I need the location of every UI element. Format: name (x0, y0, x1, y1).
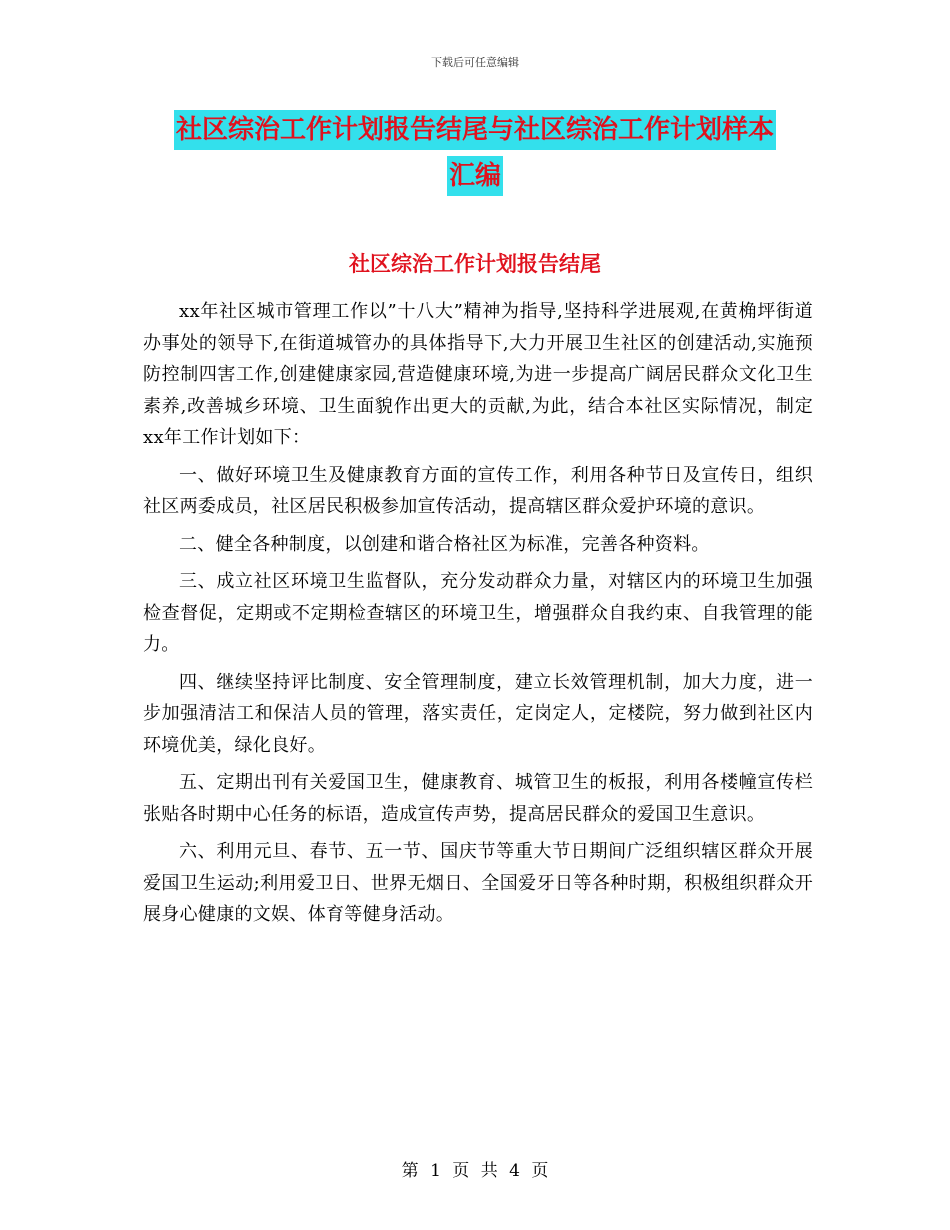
paragraph: 四、继续坚持评比制度、安全管理制度，建立长效管理机制，加大力度，进一步加强清洁工和保洁人员的管理，落实责任，定岗定人，定楼院，努力做到社区内环境优美，绿化良好。 (143, 671, 813, 756)
paragraph: 六、利用元旦、春节、五一节、国庆节等重大节日期间广泛组织辖区群众开展爱国卫生运动;利用爱卫日、世界无烟日、全国爱牙日等各种时期，积极组织群众开展身心健康的文娱、体育等健身活动。 (143, 841, 813, 925)
title-line-1: 社区综治工作计划报告结尾与社区综治工作计划样本 (174, 110, 776, 150)
document-title (0, 110, 950, 196)
body-text (143, 296, 813, 937)
paragraph: 一、做好环境卫生及健康教育方面的宣传工作，利用各种节日及宣传日，组织社区两委成员，社区居民积极参加宣传活动，提高辖区群众爱护环境的意识。 (143, 464, 813, 517)
header-note: 下载后可任意编辑 (431, 56, 519, 69)
paragraph: 三、成立社区环境卫生监督队，充分发动群众力量，对辖区内的环境卫生加强检查督促，定期或不定期检查辖区的环境卫生，增强群众自我约束、自我管理的能力。 (143, 571, 813, 655)
page-footer: 第 1 页 共 4 页 (401, 1161, 549, 1181)
title-line-2: 汇编 (447, 156, 503, 196)
paragraph: 五、定期出刊有关爱国卫生，健康教育、城管卫生的板报，利用各楼幢宣传栏张贴各时期中心任务的标语，造成宣传声势，提高居民群众的爱国卫生意识。 (143, 772, 813, 825)
section-heading: 社区综治工作计划报告结尾 (349, 251, 601, 276)
paragraph: 二、健全各种制度，以创建和谐合格社区为标准，完善各种资料。 (179, 533, 710, 555)
paragraph: xx年社区城市管理工作以”十八大”精神为指导,坚持科学进展观,在黄桷坪街道办事处的领导下,在街道城管办的具体指导下,大力开展卫生社区的创建活动,实施预防控制四害工作,创建健康家园,营造健康环境,为进一步提高广阔居民群众文化卫生素养,改善城乡环境、卫生面貌作出更大的贡献,为此，结合本社区实际情况，制定xx年工作计划如下： (143, 301, 813, 448)
